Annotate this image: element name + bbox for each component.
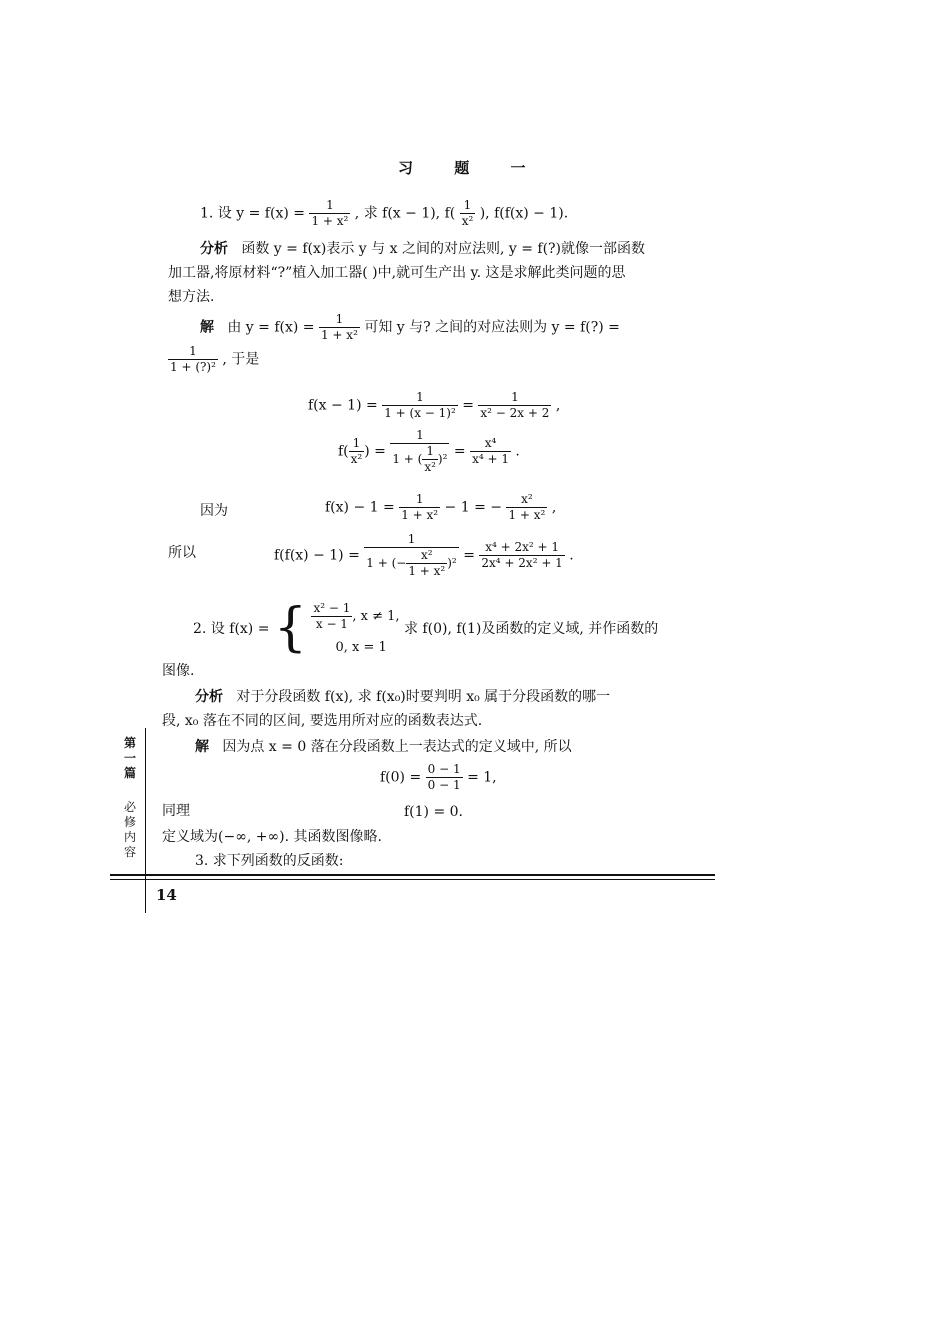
solution-label: 解 [195,739,209,755]
solution-text: 因为点 x = 0 落在分段函数上一表达式的定义域中, 所以 [222,739,572,755]
solution-2-eq2: f(1) = 0. [404,804,464,820]
fraction: $\frac{1}{\text{1 + x²}}$ [401,492,439,522]
fraction: $\frac{1}{\text{x²}}$ [461,198,474,228]
problem-1-intro: 1. 设 y = f(x) = [200,205,305,222]
fraction: 1 1 + (− $\frac{\text{x²}}{\text{1 + x²}}$ )² [366,532,457,578]
analysis-1-line2: 加工器,将原材料“?”植入加工器( )中,就可生产出 y. 这是求解此类问题的思 [168,265,626,281]
analysis-label: 分析 [200,241,228,257]
footer-rule-bottom [110,879,715,880]
brace: { [273,598,307,658]
analysis-2-line2: 段, x₀ 落在不同的区间, 要选用所对应的函数表达式. [162,713,483,729]
problem-1 [200,198,568,229]
fraction: 1 1 + ( $\frac{1}{\text{x²}}$ )² [392,428,448,474]
solution-text: 可知 y 与? 之间的对应法则为 y = f(?) = [364,319,620,336]
so-label: 所以 [168,545,196,561]
solution-1-line2 [168,344,259,375]
solution-label: 解 [200,319,214,336]
fraction: $\frac{1}{\text{x²}}$ [350,436,363,466]
fraction: $\frac{\text{x⁴ + 2x² + 1}}{\text{2x⁴ + 2x² + 1}}$ [481,540,563,570]
analysis-text: 函数 y = f(x)表示 y 与 x 之间的对应法则, y = f(?)就像一部函数 [241,241,646,257]
fraction: $\frac{1}{\text{x² − 2x + 2}}$ [480,390,550,420]
fraction: $\frac{0 - 1}{0 - 1}$ [427,762,461,792]
equation-1: f(x − 1) = $\frac{1}{\text{1 + (x − 1)²}}$ = $\frac{1}{\text{x² − 2x + 2}}$ , [308,390,561,420]
analysis-1-line1 [200,238,645,258]
same-label: 同理 [162,803,190,819]
fraction: $\frac{1}{\text{1 + x²}}$ [320,312,358,342]
problem-2-intro: 2. 设 f(x) = [193,621,270,637]
analysis-1-line3: 想方法. [168,289,215,305]
analysis-2-line1 [195,686,610,706]
solution-text: 由 y = f(x) = [227,319,315,336]
problem-2-ask2: 图像. [162,663,195,679]
analysis-label: 分析 [195,689,223,705]
problem-2 [193,598,658,658]
equation-2: f( $\frac{1}{\text{x²}}$ ) = 1 1 + ( $\frac{1}{\text{x²}}$ )² = $\frac{\text{x⁴}}{\text{x⁴ + 1}}$ . [338,428,520,474]
problem-2-ask: 求 f(0), f(1)及函数的定义域, 并作函数的 [403,621,659,637]
problem-3: 3. 求下列函数的反函数: [195,853,344,869]
sidebar-part-label: 第一篇 [123,736,136,780]
fraction: $\frac{1}{\text{1 + x²}}$ [311,198,349,228]
equation-4: f(f(x) − 1) = 1 1 + (− $\frac{\text{x²}}{\text{1 + x²}}$ )² = $\frac{\text{x⁴ + 2x² + 1}}{\text{2x⁴ + 2x² + 1}}$ . [274,532,574,578]
equation-3: f(x) − 1 = $\frac{1}{\text{1 + x²}}$ − 1 = − $\frac{\text{x²}}{\text{1 + x²}}$ , [325,492,557,522]
solution-2-eq1: f(0) = $\frac{0 - 1}{0 - 1}$ = 1, [380,762,497,792]
sidebar-vertical-rule [145,728,146,913]
fraction: $\frac{\text{x²}}{\text{1 + x²}}$ [508,492,546,522]
piecewise-cases: $\frac{\text{x² − 1}}{x - 1}$ , x ≠ 1, 0, x = 1 [313,601,400,655]
footer-rule-top [110,874,715,876]
solution-text: , 于是 [222,351,260,368]
page-heading: 习 题 一 [398,159,544,177]
solution-1-line1 [200,312,620,343]
fraction: $\frac{1}{\text{1 + (?)²}}$ [170,344,216,374]
page-number: 14 [156,886,177,904]
problem-1-ask: , 求 f(x − 1), f( [354,205,456,222]
fraction: $\frac{1}{\text{1 + (x − 1)²}}$ [384,390,456,420]
solution-2-line1 [195,736,572,756]
domain-text: 定义域为(−∞, +∞). 其函数图像略. [162,829,382,845]
fraction: $\frac{\text{x⁴}}{\text{x⁴ + 1}}$ [472,436,509,466]
problem-1-ask2: ), f(f(x) − 1). [479,205,569,222]
sidebar-content-label: 必修内容 [123,800,136,859]
analysis-text: 对于分段函数 f(x), 求 f(x₀)时要判明 x₀ 属于分段函数的哪一 [236,689,611,705]
because-label: 因为 [200,503,228,519]
